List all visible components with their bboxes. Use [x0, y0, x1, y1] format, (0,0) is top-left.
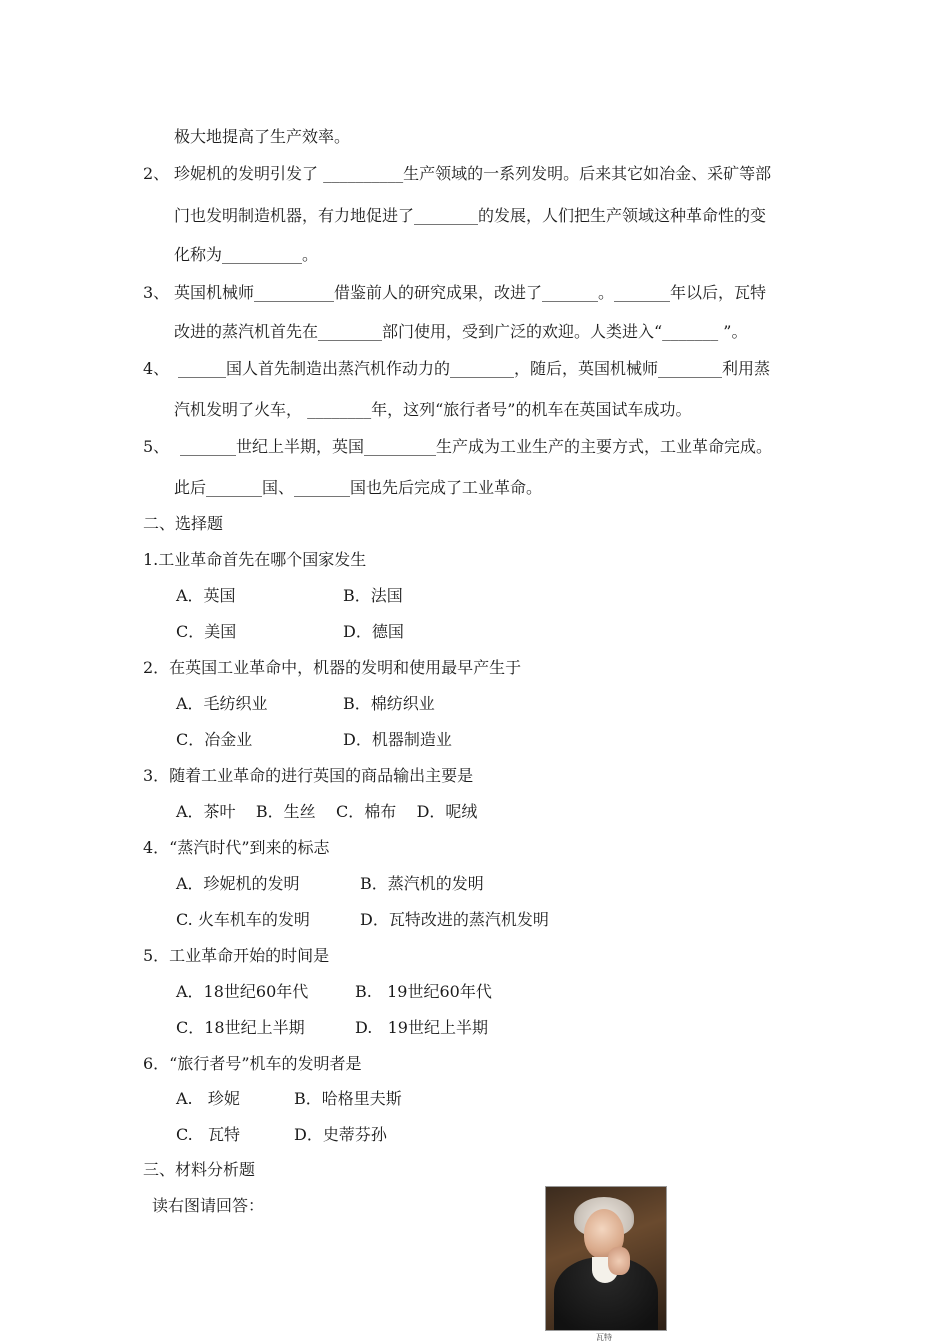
choice-question-4: 4．“蒸汽时代”到来的标志 [143, 838, 330, 857]
fill-line: 改进的蒸汽机首先在________部门使用，受到广泛的欢迎。人类进入“_______ ”。 [174, 322, 748, 341]
portrait-caption: 瓦特 [596, 1333, 612, 1342]
portrait-hand [608, 1247, 630, 1275]
option-a: A．珍妮机的发明 [176, 874, 300, 893]
option-b: B．棉纺织业 [343, 694, 435, 713]
option-c: C．冶金业 [176, 730, 253, 749]
option-d: D．史蒂芬孙 [294, 1125, 387, 1144]
question-number: 3、 [143, 283, 170, 302]
fill-line: 极大地提高了生产效率。 [174, 127, 351, 146]
option-a: A．18世纪60年代 [176, 982, 309, 1001]
option-a: A．英国 [176, 586, 236, 605]
option-b: B．哈格里夫斯 [294, 1089, 402, 1108]
option-d: D. 19世纪上半期 [355, 1018, 488, 1037]
choice-question-3: 3．随着工业革命的进行英国的商品输出主要是 [143, 766, 474, 785]
choice-question-5: 5．工业革命开始的时间是 [143, 946, 330, 965]
option-a: A. 珍妮 [176, 1089, 240, 1108]
portrait-image [545, 1186, 667, 1331]
option-a: A．毛纺织业 [176, 694, 268, 713]
fill-question-2: 珍妮机的发明引发了 __________生产领域的一系列发明。后来其它如冶金、采矿等部 [174, 164, 772, 183]
fill-line: 门也发明制造机器，有力地促进了________的发展，人们把生产领域这种革命性的变 [174, 206, 767, 225]
option-b: B．法国 [343, 586, 403, 605]
option-d: D．机器制造业 [343, 730, 452, 749]
analysis-prompt: 读右图请回答： [152, 1196, 265, 1215]
option-c: C．18世纪上半期 [176, 1018, 305, 1037]
option-b: B．蒸汽机的发明 [360, 874, 484, 893]
section-heading-analysis: 三、材料分析题 [143, 1160, 256, 1179]
option-row: A．茶叶 B．生丝 C．棉布 D．呢绒 [176, 802, 478, 821]
fill-question-5: _______世纪上半期，英国_________生产成为工业生产的主要方式，工业革命完成。 [180, 437, 773, 456]
option-b: B. 19世纪60年代 [355, 982, 492, 1001]
option-d: D．瓦特改进的蒸汽机发明 [360, 910, 549, 929]
question-number: 4、 [143, 359, 170, 378]
fill-line: 此后_______国、_______国也先后完成了工业革命。 [174, 478, 543, 497]
option-c: C．美国 [176, 622, 237, 641]
question-number: 5、 [143, 437, 170, 456]
fill-question-3: 英国机械师__________借鉴前人的研究成果，改进了_______。_______年以后，瓦特 [174, 283, 767, 302]
choice-question-2: 2．在英国工业革命中，机器的发明和使用最早产生于 [143, 658, 522, 677]
option-c: C. 瓦特 [176, 1125, 241, 1144]
fill-question-4: ______国人首先制造出蒸汽机作动力的________，随后，英国机械师________利用蒸 [178, 359, 771, 378]
fill-line: 汽机发明了火车， ________年，这列“旅行者号”的机车在英国试车成功。 [174, 400, 692, 419]
choice-question-1: 1.工业革命首先在哪个国家发生 [143, 550, 367, 569]
fill-line: 化称为__________。 [174, 245, 319, 264]
question-number: 2、 [143, 164, 170, 183]
choice-question-6: 6．“旅行者号”机车的发明者是 [143, 1054, 362, 1073]
section-heading-choice: 二、选择题 [143, 514, 224, 533]
option-c: C. 火车机车的发明 [176, 910, 310, 929]
option-d: D．德国 [343, 622, 404, 641]
